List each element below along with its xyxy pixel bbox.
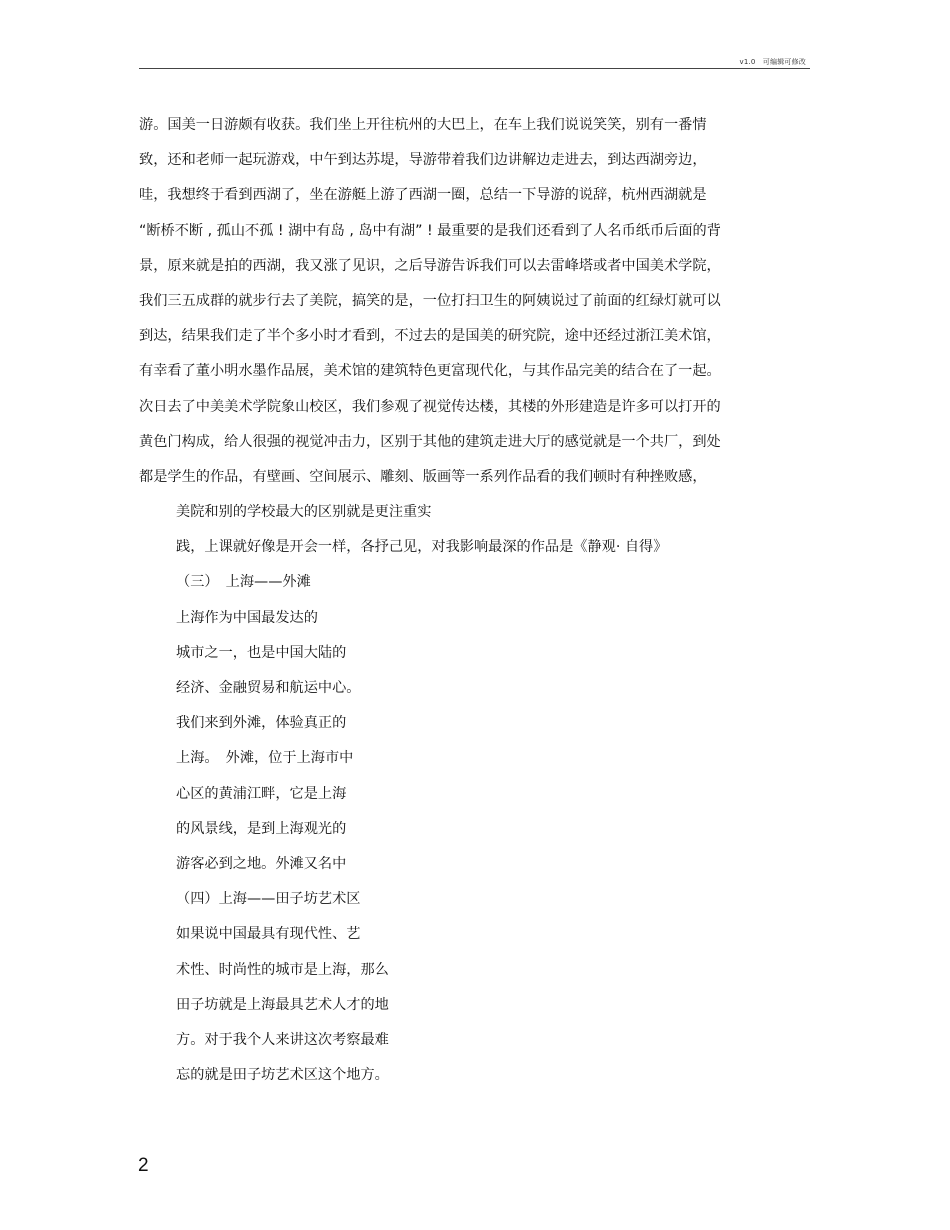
section-line: 游客必到之地。外滩又名中	[176, 855, 347, 872]
section-line: 田子坊就是上海最具艺术人才的地	[176, 996, 389, 1013]
paragraph-line: “断桥不断 , 孤山不孤 ! 湖中有岛 , 岛中有湖” ! 最重要的是我们还看到了人名币纸币后面的背	[139, 222, 721, 239]
document-body	[139, 108, 819, 1093]
section-line: 忘的就是田子坊艺术区这个地方。	[176, 1067, 389, 1084]
section-heading-tianzifang: （四）上海——田子坊艺术区	[176, 891, 361, 908]
paragraph-line: 次日去了中美美术学院象山校区，我们参观了视觉传达楼，其楼的外形建造是许多可以打开的	[139, 398, 721, 415]
section-line: 城市之一，也是中国大陆的	[176, 644, 347, 661]
page-number: 2	[138, 1155, 149, 1176]
header-version-note: v1.0 可编辑可修改	[739, 58, 806, 66]
paragraph-line: 景，原来就是拍的西湖，我又涨了见识，之后导游告诉我们可以去雷峰塔或者中国美术学院，	[139, 257, 721, 274]
section-line: 心区的黄浦江畔，它是上海	[176, 785, 347, 802]
section-line: 上海。 外滩，位于上海市中	[176, 750, 354, 767]
paragraph-line: 都是学生的作品，有壁画、空间展示、雕刻、版画等一系列作品看的我们顿时有种挫败感，	[139, 468, 707, 485]
indented-line: 美院和别的学校最大的区别就是更注重实	[176, 504, 432, 521]
paragraph-line: 黄色门构成，给人很强的视觉冲击力，区别于其他的建筑走进大厅的感觉就是一个共厂，到处	[139, 433, 721, 450]
paragraph-line: 到达，结果我们走了半个多小时才看到，不过去的是国美的研究院，途中还经过浙江美术馆，	[139, 328, 721, 345]
header-divider	[139, 68, 810, 69]
section-line: 的风景线，是到上海观光的	[176, 820, 347, 837]
paragraph-line: 游。国美一日游颇有收获。我们坐上开往杭州的大巴上，在车上我们说说笑笑，别有一番情	[139, 117, 707, 133]
section-line: 我们来到外滩，体验真正的	[176, 715, 347, 732]
section-line: 上海作为中国最发达的	[176, 609, 318, 626]
section-line: 术性、时尚性的城市是上海，那么	[176, 961, 389, 978]
paragraph-line: 哇，我想终于看到西湖了，坐在游艇上游了西湖一圈，总结一下导游的说辞，杭州西湖就是	[139, 187, 707, 204]
paragraph-line: 我们三五成群的就步行去了美院，搞笑的是，一位打扫卫生的阿姨说过了前面的红绿灯就可以	[139, 292, 721, 309]
section-line: 经济、金融贸易和航运中心。	[176, 680, 361, 696]
section-heading-bund: （三） 上海——外滩	[176, 574, 311, 591]
indented-line: 践，上课就好像是开会一样，各抒己见，对我影响最深的作品是《静观· 自得》	[176, 539, 668, 556]
paragraph-line: 致，还和老师一起玩游戏，中午到达苏堤，导游带着我们边讲解边走进去，到达西湖旁边，	[139, 152, 707, 169]
section-line: 方。对于我个人来讲这次考察最难	[176, 1031, 389, 1048]
section-line: 如果说中国最具有现代性、艺	[176, 926, 361, 943]
paragraph-line: 有幸看了董小明水墨作品展，美术馆的建筑特色更富现代化，与其作品完美的结合在了一起。	[139, 363, 721, 380]
